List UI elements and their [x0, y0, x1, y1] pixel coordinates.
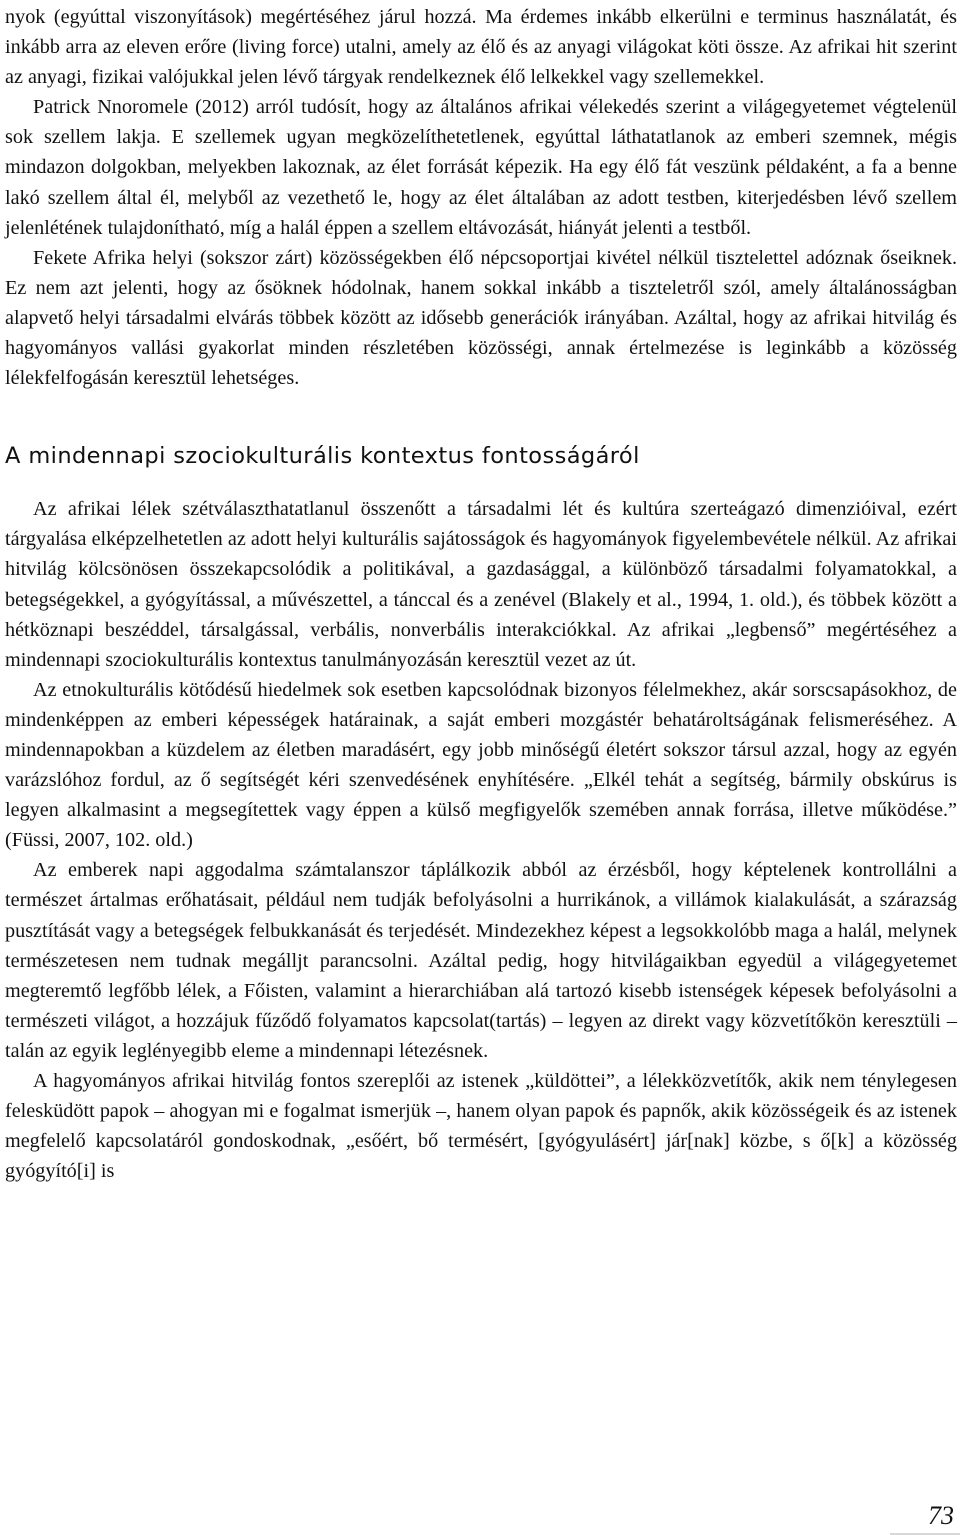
body-paragraph: Patrick Nnoromele (2012) arról tudósít, hogy az általános afrikai vélekedés szerint a világegyetemet végtelenül sok szellem lakja. E szellemek ugyan megközelíthetetlenek, egyúttal láthatatlanok az emberi szemnek, mégis mindazon dolgokban, melyekben lakoznak, az élet forrását képezik. Ha egy élő fát veszünk példaként, a fa a benne lakó szellem által él, melyből az vezethető le, hogy az élet általában az adott testben, kiterjedésben lévő szellem jelenlétének tulajdonítható, míg a halál éppen a szellem eltávozását, hiányát jelenti a testből. [5, 96, 957, 239]
section-heading: A mindennapi szociokulturális kontextus fontosságáról [5, 443, 640, 470]
body-paragraph: Az etnokulturális kötődésű hiedelmek sok esetben kapcsolódnak bizonyos félelmekhez, akár sorscsapásokhoz, de mindenképpen az emberi képességek határainak, a saját emberi mozgástér behatároltságának felismeréséhez. A mindennapokban a küzdelem az életben maradásért, egy jobb minőségű életért sokszor társul azzal, hogy az egyén varázslóhoz fordul, az ő segítségét kéri szenvedésének enyhítésére. „Elkél tehát a segítség, bármily obskúrus is legyen alkalmasint a megsegítettek vagy éppen a külső megfigyelők szemében annak forrása, illetve működése.” (Füssi, 2007, 102. old.) [5, 678, 957, 852]
body-paragraph: A hagyományos afrikai hitvilág fontos szereplői az istenek „küldöttei”, a lélekközvetítők, akik nem ténylegesen felesküdött papok – ahogyan mi e fogalmat ismerjük –, hanem olyan papok és papnők, akik közösségeik és az istenek megfelelő kapcsolatáról gondoskodnak, „esőért, bő termésért, [gyógyulásért] jár[nak] közbe, s ő[k] a közösség gyógyító[i] is [5, 1070, 957, 1183]
page-number: 73 [928, 1501, 954, 1530]
body-paragraph: Az emberek napi aggodalma számtalanszor táplálkozik abból az érzésből, hogy képtelenek kontrollálni a természet ártalmas erőhatásait, például nem tudják befolyásolni a hurrikánok, a villámok kialakulását, a szárazság pusztítását vagy a betegségek felbukkanását és terjedését. Mindezekhez képest a legsokkolóbb maga a halál, melynek természetesen nem tudnak megálljt parancsolni. Azáltal pedig, hogy hitvilágaikban egyedül a világegyetemet megteremtő legfőbb lélek, a Főisten, valamint a hierarchiában alá tartozó kisebb istenségek képesek befolyásolni a természeti világot, a hozzájuk fűződő folyamatos kapcsolat(tartás) – legyen az direkt vagy közvetítőkön keresztüli – talán az egyik leglényegibb eleme a mindennapi létezésnek. [5, 859, 957, 1062]
body-paragraph: Az afrikai lélek szétválaszthatatlanul összenőtt a társadalmi lét és kultúra szerteágazó dimenzióival, ezért tárgyalása elképzelhetetlen az adott helyi kulturális sajátosságok és hagyományok figyelembevétele nélkül. Az afrikai hitvilág kölcsönösen összekapcsolódik a politikával, a gazdasággal, a különböző társadalmi folyamatokkal, a betegségekkel, a gyógyítással, a művészettel, a tánccal és a zenével (Blakely et al., 1994, 1. old.), és többek között a hétköznapi beszéddel, társalgással, verbális, nonverbális interakciókkal. Az afrikai „legbenső” megértéséhez a mindennapi szociokulturális kontextus tanulmányozásán keresztül vezet az út. [5, 498, 957, 671]
body-paragraph: Fekete Afrika helyi (sokszor zárt) közösségekben élő népcsoportjai kivétel nélkül tisztelettel adóznak őseiknek. Ez nem azt jelenti, hogy az ősöknek hódolnak, hanem sokkal inkább a tiszteletről szól, amely általánosságban alapvető helyi társadalmi elvárás többek között az idősebb generációk irányában. Azáltal, hogy az afrikai hitvilág és hagyományos vallási gyakorlat minden részletében közösségi, annak értelmezése is leginkább a közösség lélekfelfogásán keresztül lehetséges. [5, 246, 957, 390]
body-paragraph: nyok (egyúttal viszonyítások) megértéséhez járul hozzá. Ma érdemes inkább elkerülni e terminus használatát, és inkább arra az eleven erőre (living force) utalni, amely az élő és az anyagi világokat köti össze. Az afrikai hit szerint az anyagi, fizikai valójukkal jelen lévő tárgyak rendelkeznek élő lelkekkel vagy szellemekkel. [5, 6, 957, 89]
